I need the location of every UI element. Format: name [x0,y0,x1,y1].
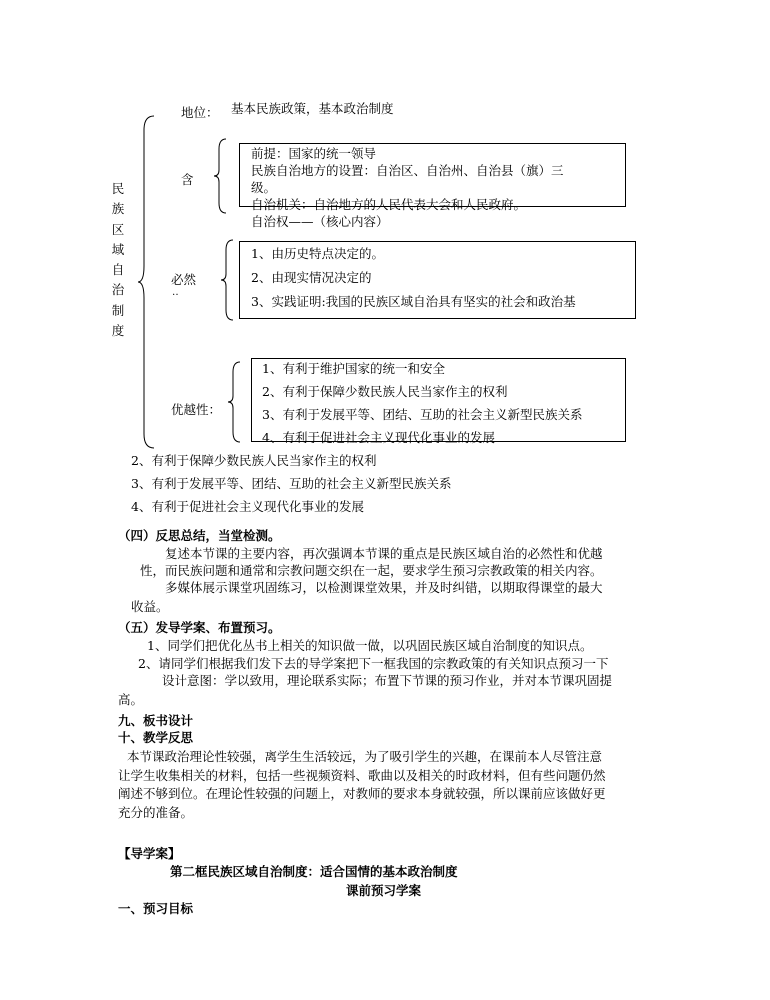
section5-design-note: 设计意图：学以致用，理论联系实际；布置下节课的预习作业，并对本节课巩固提 [162,673,613,688]
advantage-line: 1、有利于维护国家的统一和安全 [262,361,445,376]
guide-section1: 一、预习目标 [118,901,194,916]
overflow-line: 2、有利于保障少数民族人民当家作主的权利 [131,453,377,468]
necessity-label: 必然 [171,272,197,287]
advantage-box [251,358,626,445]
section4-paragraph: 多媒体展示课堂巩固练习，以检测课堂效果，并及时纠错，以期取得课堂的最大 [165,580,603,595]
necessity-box [239,241,636,319]
vertical-title-char: 族 [111,201,125,217]
advantage-line: 3、有利于发展平等、团结、互助的社会主义新型民族关系 [262,406,583,422]
section5-item: 1、同学们把优化丛书上相关的知识做一做，以巩固民族区域自治制度的知识点。 [147,638,593,653]
necessity-brace [221,240,235,320]
vertical-title-char: 自 [111,262,125,277]
reflection-line: 阐述不够到位。在理论性较强的问题上，对教师的要求本身就较强，所以课前应该做好更 [118,786,606,801]
vertical-title-char: 制 [111,302,125,318]
advantage-label: 优越性： [171,402,222,417]
status-text: 基本民族政策，基本政治制度 [231,101,394,116]
contain-line: 民族自治地方的设置：自治区、自治州、自治县（旗）三 [251,162,564,178]
vertical-title-char: 区 [111,221,125,237]
contain-brace [214,139,228,213]
vertical-title-char: 治 [111,282,125,298]
contain-label: 含 [181,172,194,187]
advantage-line: 2、有利于保障少数民族人民当家作主的权利 [262,383,508,399]
section5-design-note: 高。 [118,692,144,707]
vertical-title-char: 域 [111,241,125,257]
main-brace [138,116,158,448]
necessity-line: 3、实践证明:我国的民族区域自治具有坚实的社会和政治基 [251,293,576,309]
necessity-dots: ‥ [172,287,179,298]
contain-line: 自治机关：自治地方的人民代表大会和人民政府。 [251,196,527,212]
section5-heading: （五）发导学案、布置预习。 [118,620,281,635]
reflection-line: 让学生收集相关的材料，包括一些视频资料、歌曲以及相关的时政材料，但有些问题仍然 [118,768,606,783]
guide-subtitle: 课前预习学案 [346,883,422,898]
necessity-line: 1、由历史特点决定的。 [251,246,384,261]
contain-line: 自治权——（核心内容） [251,213,389,229]
guide-title: 第二框民族区域自治制度：适合国情的基本政治制度 [170,864,458,879]
section5-item: 2、请同学们根据我们发下去的导学案把下一框我国的宗教政策的有关知识点预习一下 [138,656,609,671]
reflection-line: 本节课政治理论性较强，离学生生活较远，为了吸引学生的兴趣，在课前本人尽管注意 [127,749,603,764]
contain-line: 级。 [251,179,277,195]
reflection-line: 充分的准备。 [118,805,194,820]
vertical-title-char: 民 [111,181,125,196]
section4-heading: （四）反思总结，当堂检测。 [118,528,281,543]
diagram-vertical-title [109,179,127,341]
necessity-line: 2、由现实情况决定的 [251,269,372,285]
section4-paragraph: 收益。 [131,599,169,614]
overflow-line: 4、有利于促进社会主义现代化事业的发展 [131,499,364,514]
status-label: 地位： [181,105,219,120]
advantage-brace [228,362,242,442]
contain-box [239,143,626,229]
guide-bracket-title: 【导学案】 [118,846,181,861]
advantage-line: 4、有利于促进社会主义现代化事业的发展 [262,429,495,445]
vertical-title-char: 度 [111,322,125,338]
overflow-line: 3、有利于发展平等、团结、互助的社会主义新型民族关系 [131,476,452,491]
section9-heading: 九、板书设计 [118,713,194,728]
section10-heading: 十、教学反思 [118,730,194,745]
section4-paragraph: 性，而民族问题和通常和宗教问题交织在一起，要求学生预习宗教政策的相关内容。 [140,563,603,578]
contain-line: 前提：国家的统一领导 [251,146,377,161]
section4-paragraph: 复述本节课的主要内容，再次强调本节课的重点是民族区域自治的必然性和优越 [165,546,603,561]
